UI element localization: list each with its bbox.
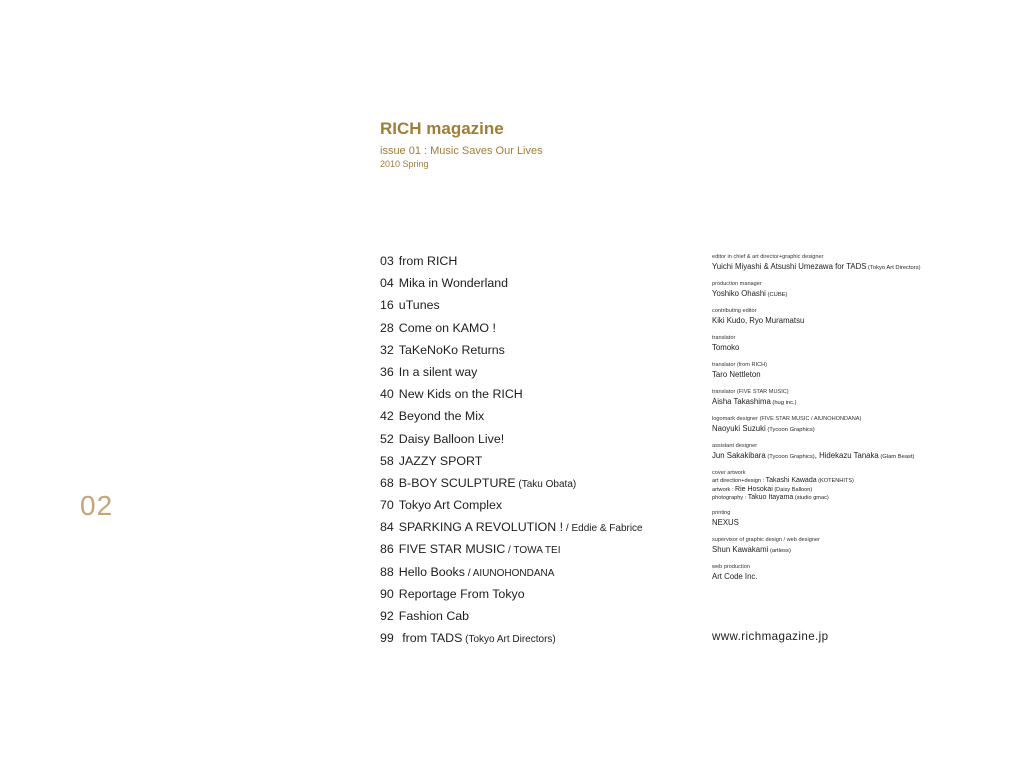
toc-item[interactable] [380, 585, 680, 607]
credit-production-manager [712, 280, 1012, 301]
credit-web-production [712, 563, 1012, 584]
toc-page-number: 90 [380, 586, 394, 601]
toc-item[interactable] [380, 474, 680, 496]
toc-page-number: 32 [380, 342, 394, 357]
toc-title: In a silent way [398, 364, 478, 379]
toc-item[interactable] [380, 496, 680, 518]
credit-label: artwork : [712, 486, 736, 493]
credit-note: (Tokyo Art Directors) [866, 265, 921, 271]
toc-title: TaKeNoKo Returns [398, 342, 505, 357]
toc-title: Daisy Balloon Live! [398, 431, 505, 446]
toc-page-number: 88 [380, 564, 394, 579]
toc-item[interactable] [380, 252, 680, 274]
toc-page-number: 16 [380, 298, 394, 313]
toc-title: from RICH [398, 254, 458, 268]
toc-title: from TADS [398, 631, 463, 646]
toc-page-number: 03 [380, 254, 394, 268]
credit-role: translator (FIVE STAR MUSIC) [712, 389, 789, 395]
credit-note: (KOTENHITS) [816, 478, 854, 484]
toc-page-number: 58 [380, 453, 394, 468]
toc-item[interactable] [380, 385, 680, 407]
credit-role: logomark designer (FIVE STAR MUSIC / AIUNOHONDANA) [712, 416, 862, 422]
toc-item[interactable] [380, 629, 680, 651]
toc-item[interactable] [380, 452, 680, 474]
credit-assistant-designer [712, 442, 1012, 463]
credit-role: assistant designer [712, 443, 758, 449]
credit-role: editor in chief & art director+graphic designer [712, 254, 824, 260]
credit-name: Taro Nettleton [712, 370, 761, 379]
credit-name: Aisha Takashima [712, 397, 771, 406]
website-link[interactable]: www.richmagazine.jp [712, 630, 829, 643]
credit-contributing-editor [712, 307, 1012, 328]
credit-role: web production [712, 563, 750, 570]
toc-page-number: 86 [380, 542, 394, 557]
page-number: 02 [80, 490, 114, 521]
credit-translator-five-star [712, 388, 1012, 409]
credit-name: Shun Kawakami [712, 544, 769, 554]
credit-role: cover artwork [712, 470, 746, 476]
credit-role: translator (from RICH) [712, 362, 768, 368]
toc-item[interactable] [380, 563, 680, 585]
toc-subtitle: (Taku Obata) [515, 478, 577, 490]
toc-title: Hello Books [398, 564, 465, 579]
masthead [380, 119, 543, 170]
credit-cover-artwork [712, 469, 1012, 503]
toc-title: B-BOY SCULPTURE [398, 475, 516, 490]
credit-role: printing [712, 509, 731, 516]
credit-label: photography : [712, 495, 748, 502]
credit-name: NEXUS [712, 517, 739, 527]
credit-note: (hug inc.) [770, 400, 797, 406]
credit-printing [712, 509, 1012, 530]
toc-item[interactable] [380, 319, 680, 341]
toc-title: Reportage From Tokyo [398, 586, 525, 601]
credit-name: Kiki Kudo, Ryo Muramatsu [712, 316, 805, 325]
credit-name: Tomoko [712, 343, 740, 352]
toc-page-number: 52 [380, 431, 394, 446]
credit-logomark-designer [712, 415, 1012, 436]
credit-supervisor [712, 536, 1012, 557]
magazine-title: RICH magazine [380, 119, 504, 138]
toc-title: Tokyo Art Complex [398, 498, 503, 513]
toc-page-number: 28 [380, 320, 394, 335]
credit-name: Jun Sakakibara [712, 451, 766, 460]
toc-title: FIVE STAR MUSIC [398, 542, 506, 557]
credit-name: Hidekazu Tanaka [819, 451, 879, 460]
toc-page-number: 04 [380, 276, 394, 291]
credit-name: Rie Hosokai [735, 485, 773, 493]
toc-item[interactable] [380, 274, 680, 296]
credit-role: translator [712, 335, 736, 341]
credit-name: Yuichi Miyashi & Atsushi Umezawa for TADS [712, 262, 867, 271]
toc-title: Come on KAMO ! [398, 320, 496, 335]
credit-note: (Glam Beast) [878, 454, 915, 460]
credit-separator: , [814, 451, 820, 460]
credit-translator-rich [712, 361, 1012, 382]
toc-title: uTunes [398, 298, 440, 313]
toc-page-number: 68 [380, 475, 394, 490]
toc-item[interactable] [380, 363, 680, 385]
toc-title: New Kids on the RICH [398, 387, 523, 402]
credit-name: Yoshiko Ohashi [712, 289, 766, 298]
toc-subtitle: / Eddie & Fabrice [563, 523, 643, 535]
toc-page-number: 36 [380, 364, 394, 379]
toc-item[interactable] [380, 296, 680, 318]
toc-item[interactable] [380, 407, 680, 429]
credit-role: production manager [712, 281, 762, 287]
credit-editor [712, 253, 1012, 274]
credit-note: (Tycoon Graphics) [765, 454, 815, 460]
credit-name: Naoyuki Suzuki [712, 424, 766, 433]
toc-subtitle: / AIUNOHONDANA [464, 567, 555, 579]
toc-item[interactable] [380, 607, 680, 629]
credit-note: (Tycoon Graphics) [765, 427, 815, 433]
toc-title: Fashion Cab [398, 609, 470, 623]
credit-role: contributing editor [712, 308, 757, 314]
toc-title: JAZZY SPORT [398, 453, 483, 468]
credit-note: (studio gmac) [793, 495, 829, 502]
issue-subtitle: issue 01 : Music Saves Our Lives [380, 145, 543, 157]
toc-title: Mika in Wonderland [398, 276, 509, 291]
toc-item[interactable] [380, 518, 680, 540]
toc-item[interactable] [380, 341, 680, 363]
toc-subtitle: (Tokyo Art Directors) [462, 634, 556, 646]
credit-name: Takuo Itayama [747, 494, 794, 502]
toc-page-number: 42 [380, 409, 394, 424]
toc-page-number: 92 [380, 609, 394, 623]
toc-page-number: 70 [380, 498, 394, 513]
credit-translator [712, 334, 1012, 355]
credit-note: (artless) [768, 547, 791, 554]
toc-title: Beyond the Mix [398, 409, 485, 424]
issue-season: 2010 Spring [380, 159, 429, 169]
credit-note: (Daisy Balloon) [772, 486, 813, 493]
toc-item[interactable] [380, 540, 680, 562]
table-of-contents [380, 252, 680, 651]
credit-name: Takashi Kawada [765, 477, 817, 484]
toc-subtitle: / TOWA TEI [505, 545, 561, 557]
credit-label: art direction+design : [712, 478, 766, 484]
credit-note: (CUBE) [765, 292, 788, 298]
toc-title: SPARKING A REVOLUTION ! [398, 520, 564, 535]
credit-role: supervisor of graphic design / web designer [712, 536, 820, 543]
credit-name: Art Code Inc. [712, 571, 758, 581]
toc-page-number: 99 [380, 631, 394, 646]
toc-page-number: 84 [380, 520, 394, 535]
toc-page-number: 40 [380, 387, 394, 402]
toc-item[interactable] [380, 430, 680, 452]
credits [712, 253, 1012, 590]
